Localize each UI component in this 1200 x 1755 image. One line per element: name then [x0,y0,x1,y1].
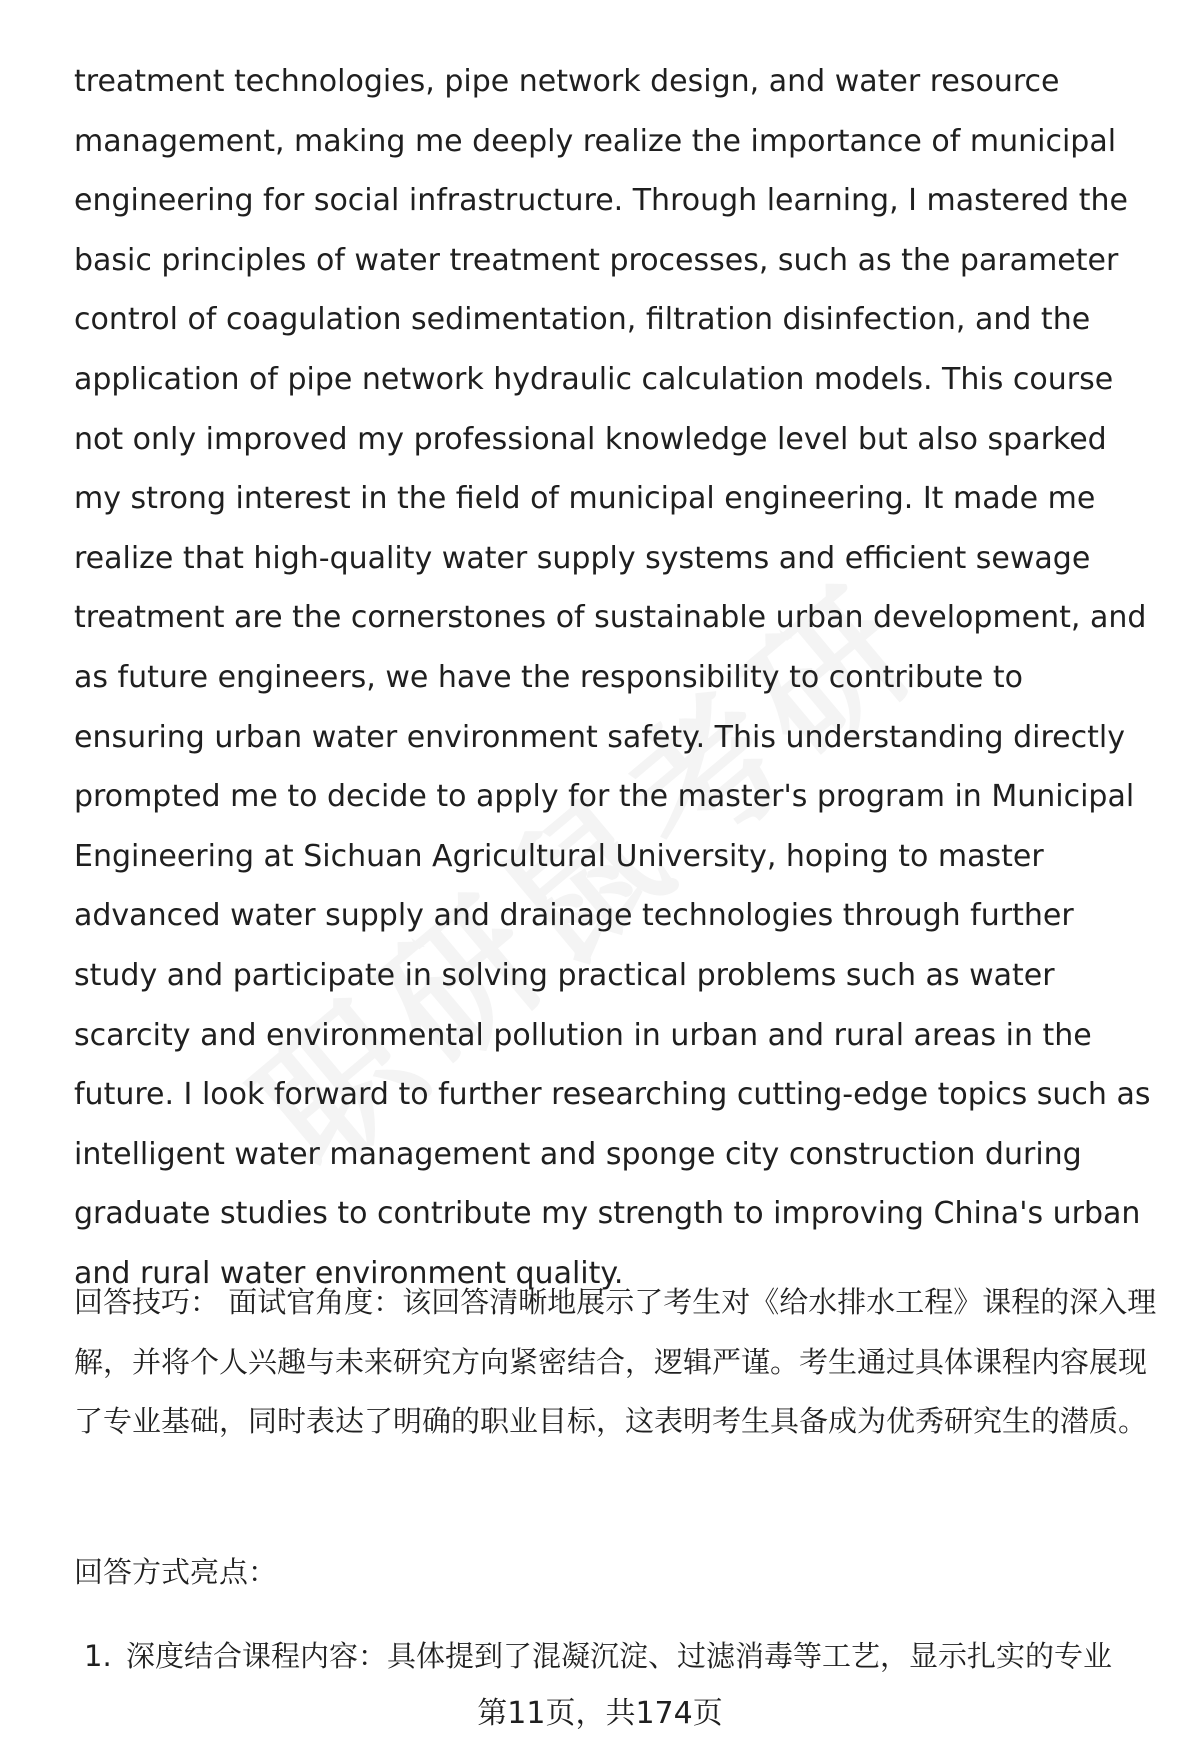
tips-text: 面试官角度：该回答清晰地展示了考生对《给水排水工程》课程的深入理解，并将个人兴趣与未来研究方向紧密结合，逻辑严谨。考生通过具体课程内容展现了专业基础，同时表达了明确的职业目标，这表明考生具备成为优秀研究生的潜质。 [74,1285,1157,1438]
highlights-list [84,1630,1164,1682]
answer-tips [74,1273,1159,1452]
tips-label: 回答技巧： [74,1285,220,1319]
list-item-text: 深度结合课程内容：具体提到了混凝沉淀、过滤消毒等工艺，显示扎实的专业 [126,1639,1113,1673]
page-number: 第11页，共174页 [477,1696,723,1731]
highlights-title: 回答方式亮点： [74,1555,278,1589]
list-item [84,1630,1164,1682]
list-item-number: 1. [84,1639,112,1673]
body-paragraph: treatment technologies, pipe network design, and water resource management, making me deeply realize the importance of municipal engineering for social infrastructure. Through learning, I mastered the basic principles of water treatment processes, such as the parameter control of coagulation sedimentation, filtration disinfection, and the application of pipe network hydraulic calculation models. This course not only improved my professional knowledge level but also sparked my strong interest in the field of municipal engineering. It made me realize that high-quality water supply systems and efficient sewage treatment are the cornerstones of sustainable urban development, and as future engineers, we have the responsibility to contribute to ensuring urban water environment safety. This understanding directly prompted me to decide to apply for the master's program in Municipal Engineering at Sichuan Agricultural University, hoping to master advanced water supply and drainage technologies through further study and participate in solving practical problems such as water scarcity and environmental pollution in urban and rural areas in the future. I look forward to further researching cutting-edge topics such as intelligent water management and sponge city construction during graduate studies to contribute my strength to improving China's urban and rural water environment quality. [74,64,1151,1291]
